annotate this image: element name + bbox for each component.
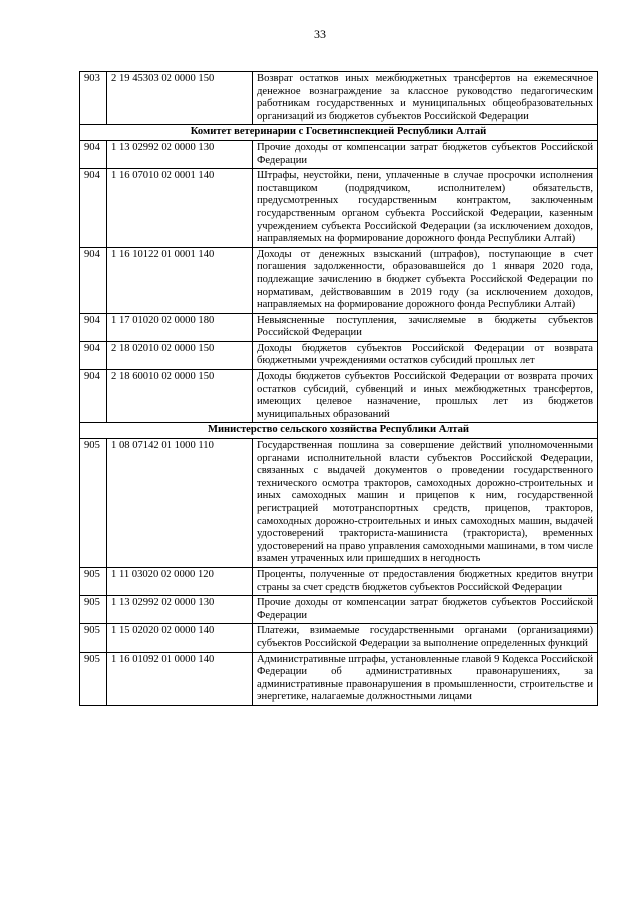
revenue-name-cell: Прочие доходы от компенсации затрат бюджетов субъектов Российской Федерации: [253, 140, 598, 168]
table-row: [80, 140, 598, 168]
budget-code-cell: 2 18 60010 02 0000 150: [107, 370, 253, 423]
budget-code-cell: 1 13 02992 02 0000 130: [107, 596, 253, 624]
budget-code-cell: 1 13 02992 02 0000 130: [107, 140, 253, 168]
revenue-name-cell: Государственная пошлина за совершение действий уполномоченными органами исполнительной власти субъектов Российской Федерации, связанных с выдачей документов о проведении государственного технического осмотра тракторов, самоходных дорожно-строительных и иных самоходных машин и прицепов к ним, государственной регистрацией мототранспортных средств, прицепов, тракторов, самоходных дорожно-строительных и иных самоходных машин, выдачей удостоверений тракториста-машиниста (тракториста), временных удостоверений на право управления самоходными машинами, в том числе взамен утраченных или пришедших в негодность: [253, 439, 598, 568]
revenue-name-cell: Доходы от денежных взысканий (штрафов), поступающие в счет погашения задолженности, образовавшейся до 1 января 2020 года, подлежащие зачислению в бюджет субъекта Российской Федерации по нормативам, действовавшим в 2019 году (за исключением доходов, направляемых на формирование дорожного фонда Республики Алтай): [253, 247, 598, 313]
revenue-name-cell: Доходы бюджетов субъектов Российской Федерации от возврата прочих остатков субсидий, субвенций и иных межбюджетных трансфертов, имеющих целевое назначение, прошлых лет из бюджетов муниципальных образований: [253, 370, 598, 423]
page-number: 33: [314, 27, 326, 41]
table-row: [80, 567, 598, 595]
admin-code-cell: 905: [80, 439, 107, 568]
budget-code-cell: 2 19 45303 02 0000 150: [107, 72, 253, 125]
admin-code-cell: 904: [80, 247, 107, 313]
table-body: [80, 72, 598, 706]
budget-code-cell: 1 16 10122 01 0001 140: [107, 247, 253, 313]
admin-code-cell: 905: [80, 624, 107, 652]
section-title: Комитет ветеринарии с Госветинспекцией Республики Алтай: [80, 125, 598, 141]
budget-code-cell: 1 16 07010 02 0001 140: [107, 169, 253, 248]
table-row: [80, 596, 598, 624]
admin-code-cell: 905: [80, 652, 107, 705]
budget-code-cell: 1 16 01092 01 0000 140: [107, 652, 253, 705]
table-row: [80, 72, 598, 125]
admin-code-cell: 904: [80, 169, 107, 248]
revenue-name-cell: Административные штрафы, установленные главой 9 Кодекса Российской Федерации об административных правонарушениях, за административные правонарушения в промышленности, строительстве и энергетике, налагаемые должностными лицами: [253, 652, 598, 705]
table-row: [80, 313, 598, 341]
table-row: [80, 439, 598, 568]
table-row: [80, 652, 598, 705]
budget-code-cell: 1 17 01020 02 0000 180: [107, 313, 253, 341]
revenue-name-cell: Доходы бюджетов субъектов Российской Федерации от возврата бюджетными учреждениями остатков субсидий прошлых лет: [253, 341, 598, 369]
revenue-name-cell: Платежи, взимаемые государственными органами (организациями) субъектов Российской Федерации за выполнение определенных функций: [253, 624, 598, 652]
section-header-row: [80, 125, 598, 141]
revenue-name-cell: Возврат остатков иных межбюджетных трансфертов на ежемесячное денежное вознаграждение за классное руководство педагогическим работникам государственных и муниципальных общеобразовательных организаций из бюджетов субъектов Российской Федерации: [253, 72, 598, 125]
budget-code-cell: 2 18 02010 02 0000 150: [107, 341, 253, 369]
admin-code-cell: 905: [80, 596, 107, 624]
revenue-name-cell: Прочие доходы от компенсации затрат бюджетов субъектов Российской Федерации: [253, 596, 598, 624]
revenue-codes-table: [79, 71, 598, 706]
table-row: [80, 169, 598, 248]
budget-code-cell: 1 11 03020 02 0000 120: [107, 567, 253, 595]
revenue-name-cell: Проценты, полученные от предоставления бюджетных кредитов внутри страны за счет средств бюджетов субъектов Российской Федерации: [253, 567, 598, 595]
table-row: [80, 341, 598, 369]
budget-code-cell: 1 15 02020 02 0000 140: [107, 624, 253, 652]
admin-code-cell: 905: [80, 567, 107, 595]
budget-code-cell: 1 08 07142 01 1000 110: [107, 439, 253, 568]
section-header-row: [80, 423, 598, 439]
section-title: Министерство сельского хозяйства Республики Алтай: [80, 423, 598, 439]
admin-code-cell: 903: [80, 72, 107, 125]
table-row: [80, 624, 598, 652]
admin-code-cell: 904: [80, 140, 107, 168]
table-row: [80, 370, 598, 423]
admin-code-cell: 904: [80, 341, 107, 369]
admin-code-cell: 904: [80, 313, 107, 341]
revenue-name-cell: Штрафы, неустойки, пени, уплаченные в случае просрочки исполнения поставщиком (подрядчиком, исполнителем) обязательств, предусмотренных государственным контрактом, заключенным государственным органом субъекта Российской Федерации, казенным учреждением субъекта Российской Федерации (за исключением доходов, направляемых на формирование дорожного фонда Республики Алтай): [253, 169, 598, 248]
revenue-name-cell: Невыясненные поступления, зачисляемые в бюджеты субъектов Российской Федерации: [253, 313, 598, 341]
table-row: [80, 247, 598, 313]
admin-code-cell: 904: [80, 370, 107, 423]
